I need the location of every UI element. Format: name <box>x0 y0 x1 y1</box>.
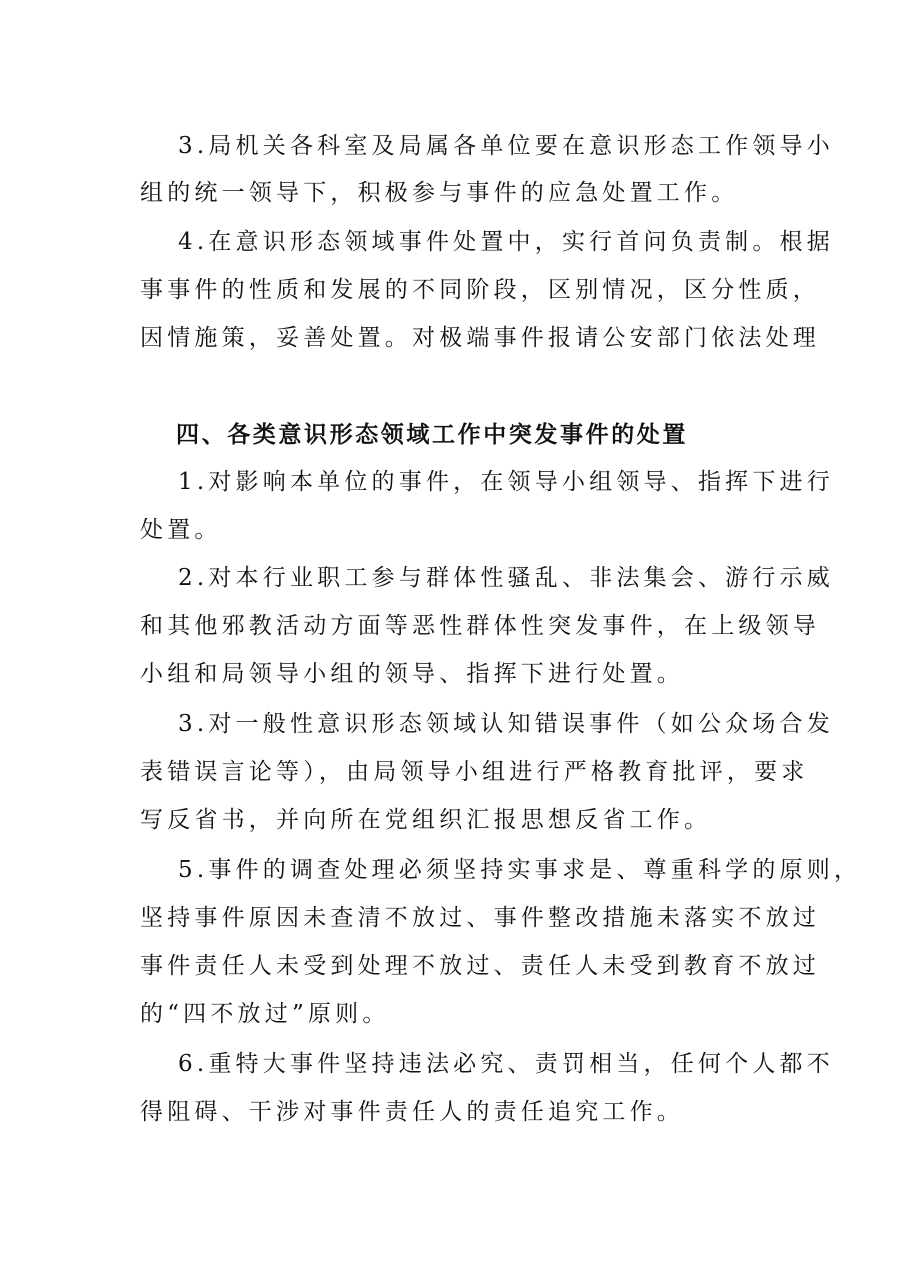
paragraph-line: 表错误言论等），由局领导小组进行严格教育批评，要求 <box>140 759 809 785</box>
paragraph-line: 事事件的性质和发展的不同阶段，区别情况，区分性质， <box>140 277 820 303</box>
paragraph-line: 1.对影响本单位的事件，在领导小组领导、指挥下进行 <box>178 469 834 495</box>
paragraph-line: 组的统一领导下，积极参与事件的应急处置工作。 <box>140 180 739 206</box>
paragraph-line: 事件责任人未受到处理不放过、责任人未受到教育不放过 <box>140 953 820 979</box>
paragraph-line: 3.局机关各科室及局属各单位要在意识形态工作领导小 <box>178 133 834 159</box>
section-heading: 四、各类意识形态领域工作中突发事件的处置 <box>176 422 688 448</box>
paragraph-line: 坚持事件原因未查清不放过、事件整改措施未落实不放过 <box>140 905 820 931</box>
paragraph-line: 和其他邪教活动方面等恶性群体性突发事件，在上级领导 <box>140 613 820 639</box>
paragraph-line: 写反省书，并向所在党组织汇报思想反省工作。 <box>140 807 712 833</box>
paragraph-line: 5.事件的调查处理必须坚持实事求是、尊重科学的原则， <box>178 857 862 883</box>
paragraph-line: 处置。 <box>140 517 222 543</box>
paragraph-line: 因情施策，妥善处置。对极端事件报请公安部门依法处理 <box>140 325 820 351</box>
paragraph-line: 6.重特大事件坚持违法必究、责罚相当，任何个人都不 <box>178 1051 834 1077</box>
paragraph-line: 4.在意识形态领域事件处置中，实行首问负责制。根据 <box>178 229 834 255</box>
paragraph-line: 得阻碍、干涉对事件责任人的责任追究工作。 <box>140 1099 684 1125</box>
paragraph-line: 3.对一般性意识形态领域认知错误事件（如公众场合发 <box>178 711 834 737</box>
paragraph-line: 小组和局领导小组的领导、指挥下进行处置。 <box>140 661 684 687</box>
paragraph-line: 2.对本行业职工参与群体性骚乱、非法集会、游行示威 <box>178 565 834 591</box>
paragraph-line: 的“四不放过”原则。 <box>140 1001 390 1027</box>
